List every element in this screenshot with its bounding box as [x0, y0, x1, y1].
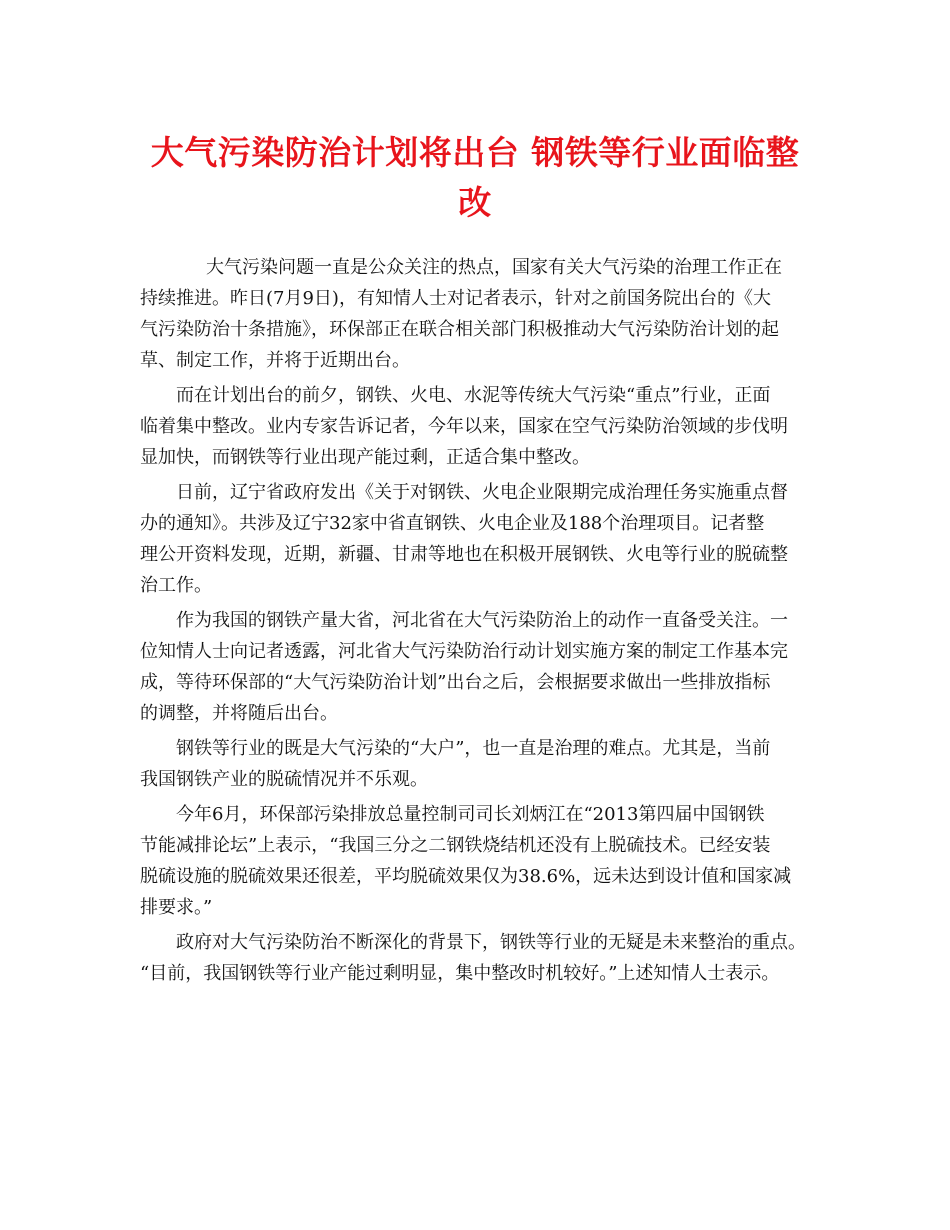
paragraph-line: 作为我国的钢铁产量大省，河北省在大气污染防治上的动作一直备受关注。一 [176, 610, 788, 631]
paragraph-line: 排要求。” [140, 897, 213, 918]
paragraph-line: 持续推进。昨日(7月9日)，有知情人士对记者表示，针对之前国务院出台的《大 [140, 288, 771, 309]
paragraph-1 [140, 252, 815, 376]
paragraph-line: 办的通知》。共涉及辽宁32家中省直钢铁、火电企业及188个治理项目。记者整 [140, 513, 765, 534]
paragraph-line: 显加快，而钢铁等行业出现产能过剩，正适合集中整改。 [140, 447, 590, 468]
article-body [140, 252, 815, 993]
paragraph-line: 日前，辽宁省政府发出《关于对钢铁、火电企业限期完成治理任务实施重点督 [176, 482, 788, 503]
paragraph-line: 今年6月，环保部污染排放总量控制司司长刘炳江在“2013第四届中国钢铁 [176, 804, 765, 825]
paragraph-2 [140, 380, 815, 473]
paragraph-line: 草、制定工作，并将于近期出台。 [140, 350, 410, 371]
article-title [130, 128, 820, 228]
paragraph-line: 我国钢铁产业的脱硫情况并不乐观。 [140, 769, 428, 790]
paragraph-line: 成，等待环保部的“大气污染防治计划”出台之后，会根据要求做出一些排放指标 [140, 672, 771, 693]
paragraph-line: 大气污染问题一直是公众关注的热点，国家有关大气污染的治理工作正在 [206, 257, 782, 278]
paragraph-line: 临着集中整改。业内专家告诉记者，今年以来，国家在空气污染防治领域的步伐明 [140, 416, 788, 437]
article-title-line-2: 改 [458, 183, 492, 222]
paragraph-line: 而在计划出台的前夕，钢铁、火电、水泥等传统大气污染“重点”行业，正面 [176, 385, 771, 406]
paragraph-line: “目前，我国钢铁等行业产能过剩明显，集中整改时机较好。”上述知情人士表示。 [140, 963, 780, 984]
paragraph-line: 气污染防治十条措施》，环保部正在联合相关部门积极推动大气污染防治计划的起 [140, 319, 779, 340]
paragraph-6 [140, 799, 815, 923]
paragraph-5 [140, 733, 815, 795]
paragraph-line: 位知情人士向记者透露，河北省大气污染防治行动计划实施方案的制定工作基本完 [140, 641, 788, 662]
paragraph-line: 的调整，并将随后出台。 [140, 703, 338, 724]
article-title-line-1: 大气污染防治计划将出台 钢铁等行业面临整 [150, 133, 800, 172]
paragraph-4 [140, 605, 815, 729]
paragraph-line: 钢铁等行业的既是大气污染的“大户”，也一直是治理的难点。尤其是，当前 [176, 738, 771, 759]
paragraph-7 [140, 927, 815, 989]
paragraph-line: 政府对大气污染防治不断深化的背景下，钢铁等行业的无疑是未来整治的重点。 [176, 932, 806, 953]
paragraph-line: 节能减排论坛”上表示，“我国三分之二钢铁烧结机还没有上脱硫技术。已经安装 [140, 835, 771, 856]
paragraph-line: 脱硫设施的脱硫效果还很差，平均脱硫效果仅为38.6%，远未达到设计值和国家减 [140, 866, 792, 887]
paragraph-line: 理公开资料发现，近期，新疆、甘肃等地也在积极开展钢铁、火电等行业的脱硫整 [140, 544, 788, 565]
paragraph-line: 治工作。 [140, 575, 212, 596]
paragraph-3 [140, 477, 815, 601]
